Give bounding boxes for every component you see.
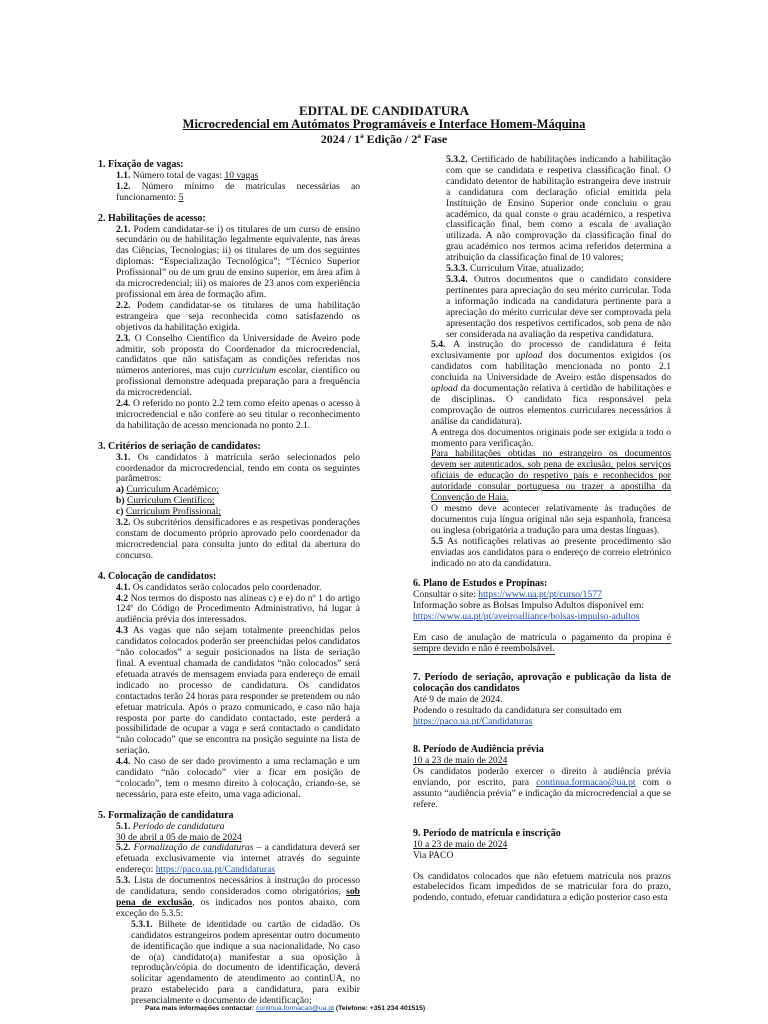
criterion-c: c) Curriculum Profissional;	[116, 506, 221, 518]
section-2-2: 2.2. Podem candidatar-se os titulares de uma habilitação estrangeira que seja reconhecida como satisfazendo os objetivos da habilitação exigida.	[116, 299, 360, 333]
ranking-deadline: Até 9 de maio de 2024.	[413, 693, 503, 705]
document-subtitle: Microcredencial em Autómatos Programáveis e Interface Homem-Máquina	[182, 117, 586, 131]
course-site-line: Consultar o site: https://www.ua.pt/pt/curso/1577	[413, 589, 602, 601]
section-4-2: 4.2 Nos termos do disposto nas alíneas c) e e) do nº 1 do artigo 124º do Código de Procedimento Administrativo, há lugar à audiência prévia dos interessados.	[116, 592, 360, 626]
hearing-instructions: Os candidatos poderão exercer o direito à audiência prévia enviando, por escrito, para continua.formacao@ua.pt com o assunto “audiência prévia” e indicação da microcredencial a que se refere.	[413, 766, 671, 810]
section-5-4: 5.4. A instrução do processo de candidatura é feita exclusivamente por upload dos documentos exigidos (os candidatos com habilitação mencionada no ponto 2.1 concluída na Universidade de Aveiro estão dispensados do upload da documentação relativa à certidão de habilitações e de disciplinas. O candidato fica responsável pela comprovação de outros elementos curriculares necessários à análise da candidatura).	[431, 339, 671, 427]
section-5-3-2: 5.3.2. Certificado de habilitações indicando a habilitação com que se candidata e respetiva classificação final. O candidato detentor de habilitação estrangeira deve instruir a candidatura com declaração oficial emitida pela Instituição de Ensino Superior onde concluiu o grau académico, da qual conste o grau académico, a respetiva classificação final, bem como a escala de avaliação utilizada. A não comprovação da classificação final do grau académico nos termos acima referidos determina a atribuição da classificação final de 10 valores;	[446, 154, 671, 264]
section-3-title: 3. Critérios de seriação de candidatos:	[98, 440, 261, 452]
continua-email-link[interactable]: continua.formacao@ua.pt	[536, 777, 636, 789]
enrollment-note: Os candidatos colocados que não efetuem matrícula nos prazos estabelecidos ficam impedidos de se matricular fora do prazo, podendo, contudo, efetuar candidatura a edição posterior caso esta	[413, 870, 671, 904]
section-2-title: 2. Habilitações de acesso:	[98, 212, 206, 224]
section-1-1: 1.1. Número total de vagas: 10 vagas	[116, 169, 259, 181]
section-8-title: 8. Período de Audiência prévia	[413, 744, 544, 756]
paco-results-link[interactable]: https://paco.ua.pt/Candidaturas	[413, 715, 533, 727]
section-5-3: 5.3. Lista de documentos necessários à instrução do processo de candidatura, sendo considerados como obrigatórios, sob pena de exclusão, os indicados nos pontos abaixo, com exceção do 5.3.5:	[116, 875, 360, 919]
hearing-dates: 10 a 23 de maio de 2024	[413, 755, 508, 767]
section-2-4: 2.4. O referido no ponto 2.2 tem como efeito apenas o acesso à microcredencial e não confere ao seu titular o reconhecimento da habilitação de acesso mencionada no ponto 2.1.	[116, 398, 360, 431]
section-5-3-4: 5.3.4. Outros documentos que o candidato considere pertinentes para apreciação do seu mérito curricular. Toda a informação indicada na candidatura pertinente para a apreciação do mérito curricular deve ser comprovada pela apresentação dos respetivos certificados, sob pena de não ser considerada na avaliação da respetiva candidatura.	[446, 273, 671, 340]
section-3-2: 3.2. Os subcritérios densificadores e as respetivas ponderações constam de documento próprio aprovado pelo coordenador da microcredencial para consulta junto do edital da abertura do concurso.	[116, 517, 360, 561]
tuition-note: Em caso de anulação de matrícula o pagamento da propina é sempre devido e não é reembolsável.	[413, 632, 671, 654]
section-2-3: 2.3. O Conselho Científico da Universidade de Aveiro pode admitir, sob proposta do Coordenador da microcredencial, candidatos que não satisfaçam as condições referidas nos números anteriores, mas cujo curriculum escolar, científico ou profissional demonstre adequada preparação para a frequência da microcredencial.	[116, 332, 360, 399]
ranking-link-line	[413, 717, 671, 728]
contact-footer: Para mais informações contactar: continua.formacao@ua.pt (Telefone: +351 234 401515)	[145, 1005, 426, 1012]
original-documents-note: A entrega dos documentos originais pode ser exigida a todo o momento para verificação.	[431, 426, 671, 449]
application-period-dates: 30 de abril a 05 de maio de 2024	[116, 831, 242, 843]
document-title: EDITAL DE CANDIDATURA	[299, 103, 469, 118]
section-2-1: 2.1. Podem candidatar-se i) os titulares de um curso de ensino secundário ou de habilitação legalmente equivalente, nas áreas das Ciências, Tecnologias; ii) os titulares de um dos seguintes diplomas: “Especialização Tecnológica”; “Técnico Superior Profissional” ou de um grau de ensino superior, em área afim à da microcredencial; iii) os maiores de 23 anos com experiência profissional em área de formação afim.	[116, 223, 361, 300]
enrollment-dates: 10 a 23 de maio de 2024	[413, 838, 508, 850]
enrollment-method: Via PACO	[413, 849, 454, 861]
course-site-link[interactable]: https://www.ua.pt/pt/curso/1577	[478, 589, 602, 601]
criterion-b: b) Curriculum Científico;	[116, 495, 215, 507]
paco-candidaturas-link[interactable]: https://paco.ua.pt/Candidaturas	[155, 864, 276, 876]
criterion-a: a) Curriculum Académico;	[116, 484, 219, 496]
section-6-title: 6. Plano de Estudos e Propinas:	[413, 578, 548, 590]
section-5-2: 5.2. Formalização de candidaturas – a candidatura deverá ser efetuada exclusivamente via internet através do seguinte endereço: https://paco.ua.pt/Candidaturas	[116, 842, 360, 876]
document-edition: 2024 / 1ª Edição / 2ª Fase	[320, 132, 448, 146]
section-4-4: 4.4. No caso de ser dado provimento a uma reclamação e um candidato “não colocado” vier a ficar em posição de “colocado”, tem o mesmo direito à colocação, criando-se, se necessário, para este efeito, uma vaga adicional.	[116, 756, 360, 800]
section-4-title: 4. Colocação de candidatos:	[98, 570, 217, 582]
footer-email-link[interactable]: continua.formacao@ua.pt	[256, 1005, 334, 1012]
section-4-1: 4.1. Os candidatos serão colocados pelo coordenador.	[116, 581, 322, 593]
ranking-consult-text: Podendo o resultado da candidatura ser consultado em	[413, 704, 622, 716]
foreign-qualifications-note: Para habilitações obtidas no estrangeiro os documentos devem ser autenticados, sob pena de exclusão, pelos serviços oficiais de educação do respetivo país e reconhecidos por autoridade consular portuguesa ou trazer a apostilha da Convenção de Haia.	[431, 448, 671, 504]
section-5-title: 5. Formalização de candidatura	[98, 809, 234, 821]
left-column	[98, 160, 360, 1007]
section-9-title: 9. Período de matrícula e inscrição	[413, 827, 561, 839]
section-4-3: 4.3 As vagas que não sejam totalmente preenchidas pelos candidatos colocados poderão ser preenchidas pelos candidatos “não colocados” a seguir posicionados na lista de seriação final. A eventual chamada de candidatos “não colocados” será efetuada através de mensagem enviada para endereço de email indicado no processo de candidatura. Os candidatos contactados terão 24 horas para responder se pretendem ou não efetuar matrícula. Após o prazo comunicado, e caso não haja resposta por parte do candidato contactado, este perderá a possibilidade de ocupar a vaga e será contactado o candidato “não colocado” que se encontra na posição seguinte na lista de seriação.	[116, 625, 361, 757]
right-column	[413, 155, 671, 904]
section-5-3-3: 5.3.3. Curriculum Vitae, atualizado;	[446, 263, 584, 275]
scholarships-link[interactable]: https://www.ua.pt/pt/aveiroalliance/bolsas-impulso-adultos	[413, 611, 640, 623]
translations-note: O mesmo deve acontecer relativamente às traduções de documentos cuja língua original não seja espanhola, francesa ou inglesa (obrigatória a tradução para uma destas línguas).	[431, 503, 671, 536]
section-1-2: 1.2. Número mínimo de matrículas necessárias ao funcionamento: 5	[116, 180, 360, 203]
section-7-title: 7. Período de seriação, aprovação e publicação da lista de colocação dos candidatos	[413, 671, 671, 694]
section-5-5: 5.5 As notificações relativas ao presente procedimento são enviadas aos candidatos para o endereço de correio eletrónico indicado no ato da candidatura.	[431, 535, 671, 569]
section-5-3-1: 5.3.1. Bilhete de identidade ou cartão de cidadão. Os candidatos estrangeiros podem apresentar outro documento de identificação que indique a sua nacionalidade. No caso de o(a) candidato(a) manifestar a sua oposição à reprodução/cópia do documento de identificação, deverá solicitar agendamento de atendimento ao continUA, no prazo estabelecido para a candidatura, para exibir presencialmente o documento de identificação;	[131, 918, 360, 1007]
scholarships-link-line	[413, 612, 671, 623]
scholarships-info: Informação sobre as Bolsas Impulso Adultos disponível em:	[413, 600, 645, 612]
section-3-1: 3.1. Os candidatos à matrícula serão selecionados pelo coordenador da microcredencial, tendo em conta os seguintes parâmetros:	[116, 451, 360, 485]
section-1-title: 1. Fixação de vagas:	[98, 159, 184, 170]
section-5-1: 5.1. Período de candidatura	[116, 820, 225, 832]
